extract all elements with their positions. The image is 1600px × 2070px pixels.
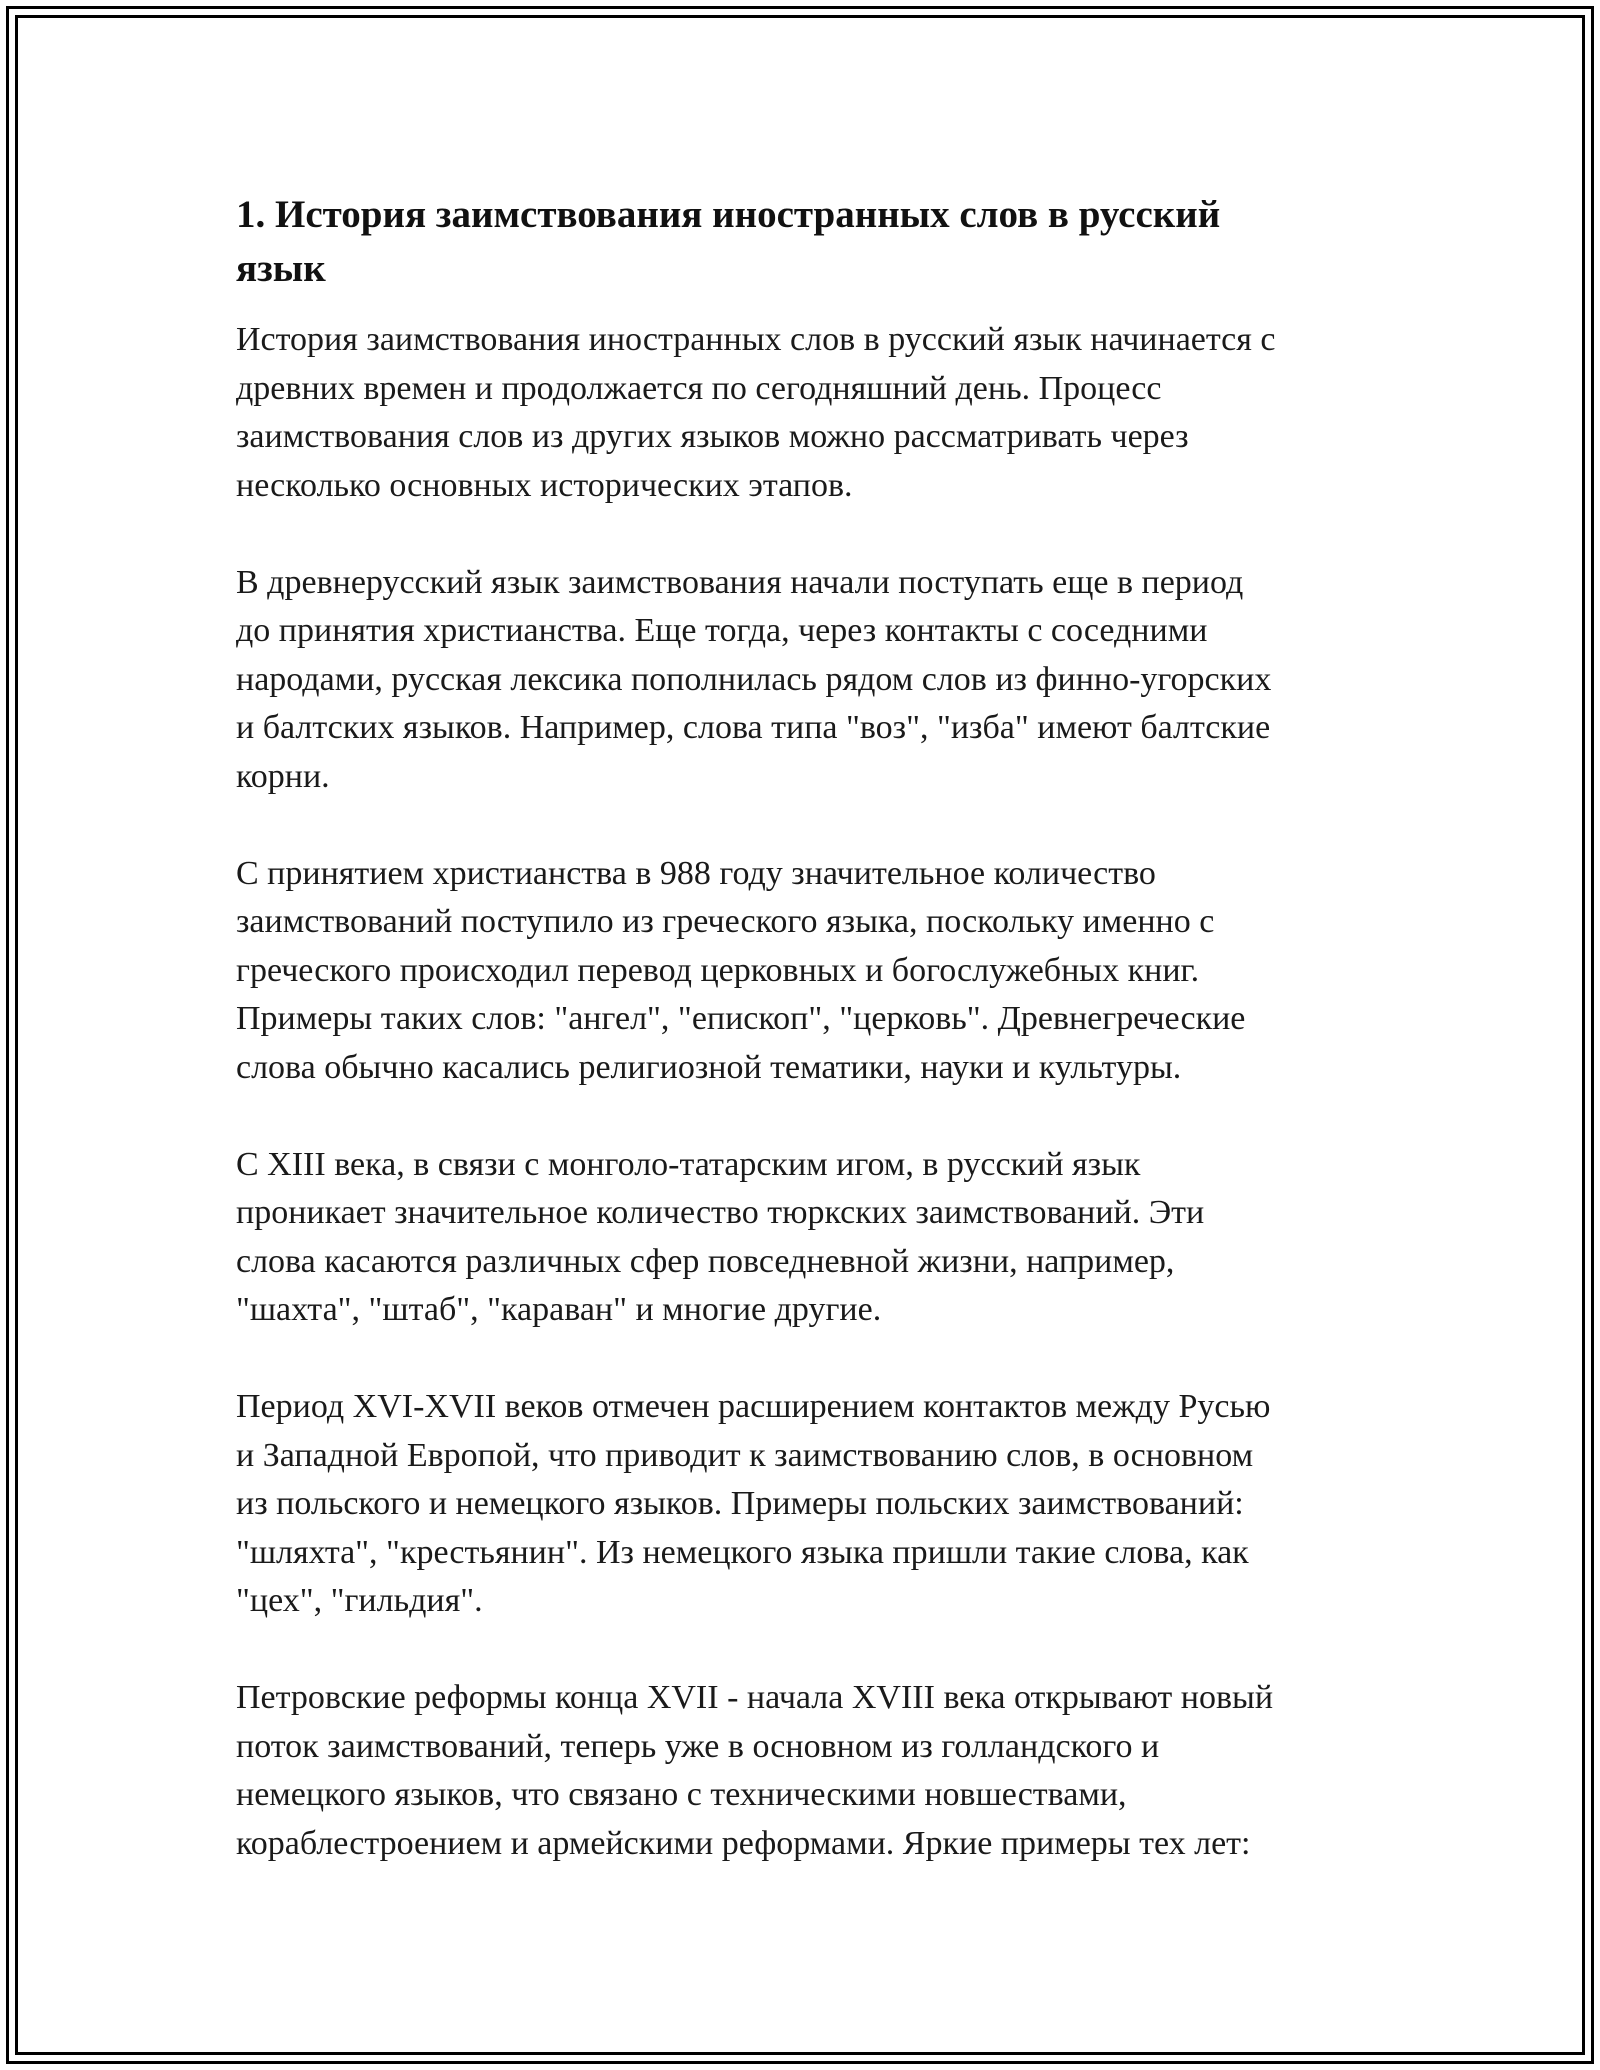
paragraph-line: заимствований поступило из греческого языка, поскольку именно с <box>236 903 1215 940</box>
paragraph-line: В древнерусский язык заимствования начали поступать еще в период <box>236 563 1244 601</box>
paragraph-line: проникает значительное количество тюркских заимствований. Эти <box>236 1194 1205 1231</box>
paragraph-line: несколько основных исторических этапов. <box>236 466 853 504</box>
paragraph-intro <box>236 316 1376 510</box>
paragraph-line: Период XVI-XVII веков отмечен расширением контактов между Русью <box>236 1388 1271 1425</box>
paragraph-line: С XIII века, в связи с монголо-татарским игом, в русский язык <box>236 1145 1141 1183</box>
paragraph-line: История заимствования иностранных слов в русский язык начинается с <box>236 321 1276 358</box>
document-body <box>236 188 1376 1868</box>
paragraph-line: народами, русская лексика пополнилась рядом слов из финно-угорских <box>236 660 1272 698</box>
paragraph-line: древних времен и продолжается по сегодняшний день. Процесс <box>236 369 1162 407</box>
paragraph-polish-german <box>236 1383 1376 1626</box>
heading-line: 1. История заимствования иностранных слов в русский <box>236 193 1221 236</box>
paragraph-line: Петровские реформы конца XVII - начала XVIII века открывают новый <box>236 1679 1274 1716</box>
paragraph-line: "шахта", "штаб", "караван" и многие другие. <box>236 1291 882 1328</box>
paragraph-line: корни. <box>236 757 330 795</box>
paragraph-line: до принятия христианства. Еще тогда, через контакты с соседними <box>236 612 1208 649</box>
paragraph-line: слова обычно касались религиозной тематики, науки и культуры. <box>236 1048 1182 1086</box>
paragraph-line: греческого происходил перевод церковных и богослужебных книг. <box>236 951 1200 989</box>
paragraph-line: поток заимствований, теперь уже в основном из голландского и <box>236 1727 1160 1765</box>
paragraph-turkic <box>236 1141 1376 1335</box>
paragraph-line: немецкого языков, что связано с техническими новшествами, <box>236 1776 1127 1813</box>
paragraph-line: С принятием христианства в 988 году значительное количество <box>236 854 1156 892</box>
paragraph-old-russian <box>236 559 1376 802</box>
section-heading <box>236 188 1376 296</box>
paragraph-line: кораблестроением и армейскими реформами. Яркие примеры тех лет: <box>236 1824 1251 1862</box>
paragraph-line: из польского и немецкого языков. Примеры польских заимствований: <box>236 1485 1244 1522</box>
paragraph-line: слова касаются различных сфер повседневной жизни, например, <box>236 1242 1175 1280</box>
heading-line: язык <box>236 247 326 290</box>
paragraph-petrine <box>236 1674 1376 1868</box>
paragraph-line: и Западной Европой, что приводит к заимствованию слов, в основном <box>236 1436 1254 1474</box>
paragraph-greek <box>236 850 1376 1093</box>
paragraph-line: "шляхта", "крестьянин". Из немецкого языка пришли такие слова, как <box>236 1533 1249 1571</box>
paragraph-line: заимствования слов из других языков можно рассматривать через <box>236 418 1189 455</box>
paragraph-line: "цех", "гильдия". <box>236 1582 483 1619</box>
paragraph-line: Примеры таких слов: "ангел", "епископ", "церковь". Древнегреческие <box>236 1000 1246 1037</box>
paragraph-line: и балтских языков. Например, слова типа "воз", "изба" имеют балтские <box>236 709 1271 746</box>
